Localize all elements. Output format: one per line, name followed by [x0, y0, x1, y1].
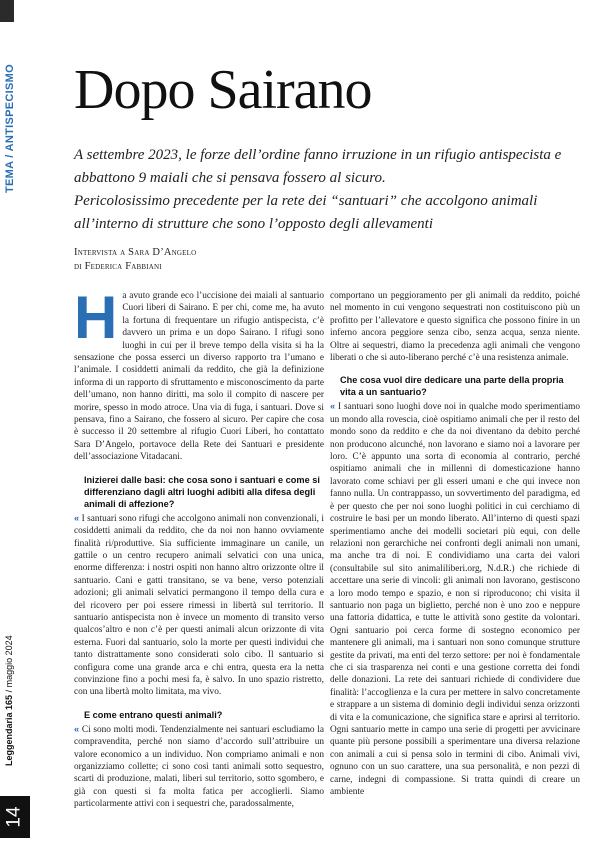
quote-mark-icon: «: [330, 401, 336, 412]
article-lead: [74, 144, 574, 236]
lead-paragraph-1: A settembre 2023, le forze dell’ordine fanno irruzione in un rifugio antispecista e abbattono 9 maiali che si pensava fossero al sicuro.: [74, 147, 562, 186]
page-corner-shadow: [0, 0, 14, 22]
intro-paragraph: [74, 284, 324, 464]
article-title: Dopo Sairano: [74, 59, 372, 121]
answer-2: [74, 723, 324, 811]
byline: [74, 246, 196, 274]
answer-2-continued: comportano un peggioramento per gli animali da reddito, poiché nel momento in cui vengono sequestrati non costituiscono più un profitto per l’allevatore e questo significa che possono finire in un inferno ancora peggiore senza cibo, senza acqua, senza niente. Oltre ai sequestri, diamo la precedenza agli animali che vengono liberati o che si auto-liberano perché c’è una resistenza animale.: [330, 291, 580, 364]
question-3: Che cosa vuol dire dedicare una parte della propria vita a un santuario?: [340, 375, 564, 398]
answer-3: [330, 400, 580, 798]
question-1: Inizierei dalle basi: che cosa sono i santuari e come si differenziano dagli altri luoghi adibiti alla difesa degli animali di affezione?: [84, 474, 320, 509]
intro-text: a avuto grande eco l’uccisione dei maiali al santuario Cuori liberi di Sairano. E per chi, come me, ha avuto la fortuna di frequentare un rifugio antispecista, c’è davvero un prima e un dopo Sairano. I rifugi sono luoghi in cui per il breve tempo della visita si ha la sensazione che possa esserci un diverso rapporto tra l’umano e l’animale. I cosiddetti animali da reddito, che già la definizione informa di un rapporto di sfruttamento e misconoscimento da parte dell’umano, non hanno diritti, ma solo il compito di nascere per morire, spesso in modo atroce. Una via di fuga, i santuari. Dove si pensava, fino a Sairano, che fossero al sicuro. Per capire che cosa è successo il 20 settembre al rifugio Cuori Liberi, ho contattato Sara D’Angelo, portavoce della Rete dei Santuari e presidente dell’associazione Vitadacani.: [74, 291, 324, 463]
magazine-date: maggio 2024: [4, 635, 14, 688]
byline-interview: Intervista a Sara D’Angelo: [74, 247, 197, 258]
column-right: [330, 290, 580, 798]
magazine-tag: Leggendaria 165 / maggio 2024: [4, 635, 14, 766]
answer-3-text: I santuari sono luoghi dove noi in qualche modo sperimentiamo un mondo alla rovescia, cioè ospitiamo animali che per il resto del mondo sono da reddito e che da noi diventano da debito perché non producono alcunché, non lavorano e siamo noi a lavorare per loro. C’è appunto una sorta di economia al contrario, perché ospitiamo animali che in millenni di domesticazione hanno lavorato come schiavi per gli esseri umani e che qui invece non fanno nulla. Un contrappasso, un sovvertimento del paradigma, ed è per questo che per noi sono luoghi politici in cui cerchiamo di costruire le basi per un mondo liberato. All’interno di questi spazi sperimentiamo anche dei modelli societari più equi, con delle relazioni non gerarchiche nei confronti degli animali non umani, ma anche tra di noi. E condividiamo una carta dei valori (consultabile sul sito animaliliberi.org, N.d.R.) che richiede di accettare una serie di vincoli: gli animali non lavorano, gestiscono a loro modo tempo e spazio, e non si riproducono; chi visita il santuario non paga un biglietto, perché non è uno zoo e neppure una fattoria didattica, e tutte le attività sono gestite da volontari. Ogni santuario poi cerca forme di sostegno economico per mantenere gli animali, ma i santuari non sono comunque strutture gestite da privati, ma enti del terzo settore: per noi è fondamentale che ci sia trasparenza nei conti e una gestione corretta dei fondi delle donazioni. La rete dei santuari richiede di condividere due finalità: l’accoglienza e la cura per mettere in salvo concretamente e strappare a un sistema di dominio degli individui senza orizzonti di vita e la comunicazione, che significa stare e aprirsi al territorio. Ogni santuario mette in campo una serie di progetti per avvicinare quante più persone possibili a sperimentare una diversa relazione con animali a cui si pensa solo in termini di cibo. Animali vivi, ognuno con un suo carattere, una sua personalità, e non pezzi di carne, indegni di compassione. Si tratta quindi di creare un ambiente: [330, 402, 580, 798]
quote-mark-icon: «: [74, 723, 80, 734]
page-number: [0, 796, 30, 838]
magazine-issue: 165: [4, 694, 14, 710]
section-tag: TEMA / ANTISPECISMO: [4, 64, 16, 193]
quote-mark-icon: «: [74, 512, 80, 523]
question-2: E come entrano questi animali?: [84, 709, 223, 720]
answer-1: [74, 512, 324, 699]
lead-paragraph-2: Pericolosissimo precedente per la rete dei “santuari” che accolgono animali all’interno di strutture che sono l’opposto degli allevamenti: [74, 193, 538, 232]
column-left: [74, 284, 324, 811]
page-number-text: 14: [3, 806, 25, 828]
drop-cap: H: [74, 284, 118, 351]
answer-1-text: I santuari sono rifugi che accolgono animali non convenzionali, i cosiddetti animali da reddito, che da noi non hanno ovviamente finalità ri/produttive. Sia sufficiente immaginare un canile, un gattile o un centro recupero animali selvatici con una unica, enorme differenza: i nostri ospiti non hanno altro orizzonte oltre il santuario. Cani e gatti transitano, se va bene, verso potenziali adozioni; gli animali selvatici permangono il tempo della cura e del ricovero per poi essere rimessi in libertà sul territorio. Il santuario antispecista non è invece un momento di transito verso qualcos’altro e non c’è per questi animali alcun orizzonte di vita esterna. Fuori dal santuario, solo la morte per questi individui che tanto distrattamente sono considerati solo cibo. Il santuario si configura come una grande arca e chi entra, questa era la netta convinzione fino a pochi mesi fa, è salvo. In uno spazio ristretto, con una libertà molto limitata, ma vivo.: [74, 513, 324, 698]
answer-2-text: Ci sono molti modi. Tendenzialmente nei santuari escludiamo la compravendita, perché non siamo d’accordo sull’attribuire un valore economico a un individuo. Non compriamo animali e non organizziamo collette; ci sono così tanti animali sotto sequestro, scarti di produzione, malati, liberi sul territorio, sotto sgombero, e già con questi si fa molta fatica per accoglierli. Siamo particolarmente attivi con i sequestri che, paradossalmente,: [74, 724, 324, 810]
magazine-name: Leggendaria: [4, 712, 14, 766]
byline-author: di Federica Fabbiani: [74, 261, 162, 272]
